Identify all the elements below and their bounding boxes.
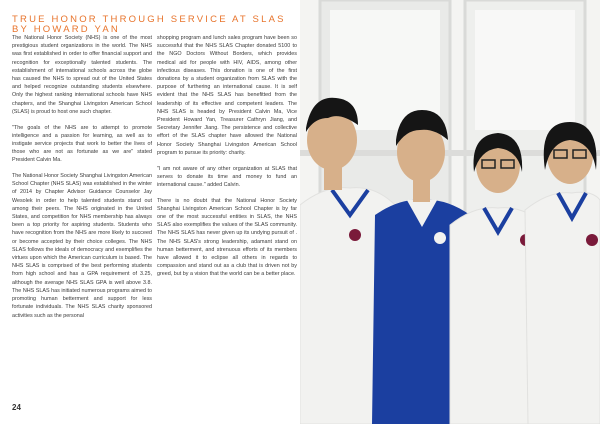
window-pane [475,10,575,130]
text-column-left [12,34,152,327]
text-column-right [157,34,297,286]
title-heading: TRUE HONOR THROUGH SERVICE AT SLAS [12,14,286,25]
paragraph: There is no doubt that the National Honor Society Shanghai Livingston American School Chapter is by far one of the most successful entities in SLAS, the NHS SLAS also exemplifies the values of the SLAS community. The NHS SLAS has never given up its undying pursuit of . The NHS SLAS's strong leadership, adamant stand on human betterment, and strenuous efforts of its members have allowed it to eclipse all others in regards to compassion and stand out as a club that is driven not by greed, but by a vision that the world can be a better place. [157,197,297,278]
paragraph: shopping program and lunch sales program have been so successful that the NHS SLAS Chapter donated 5100 to the NGO Doctors Without Borders, which provides medical aid for people with HIV, AIDS, among other infectious diseases. This donation is one of the first donations by a student organization from SLAS with the purpose of furthering an international cause. It is self evident that the NHS SLAS has benefitted from the leadership of its effective and competent leaders. The NHS SLAS is headed by President Calvin Ma, Vice President Howard Yan, Treasurer Cathryn Jiang, and Secretary Jennifer Jiang. The persistence and collective effort of the SLAS chapter have allowed the National Honor Society Shanghai Livingston American School program to pursue its priority: charity. [157,35,297,156]
paragraph: "The goals of the NHS are to attempt to promote intelligence and a passion for learning, as well as to instigate service projects that work to better the lives of those who are not as fortunate as we are" stated President Calvin Ma. [12,124,152,164]
article-title [12,15,286,35]
paragraph: The National Honor Society Shanghai Livingston American School Chapter (NHS SLAS) was established in the winter of 2014 by Chapter Advisor Guidance Counselor Jay Wesolek in order to help talented students stand out among their peers. The NHS originated in the United States, and competition for NHS membership has always been a top priority for aspiring students. Students who have recognition from the NHS are more likely to succeed or become accepted by their choice colleges. The NHS SLAS follows the ideals of democracy and exemplifies the virtues upon which the American curriculum is based. The NHS SLAS is comprised of the best performing students from high school and has a GPA requirement of 3.25, although the average NHS SLAS GPA is well above 3.8. The NHS SLAS has initiated numerous programs aimed to promoting human betterment and support for less fortunate individuals. The NHS SLAS charity sponsored activities such as the personal [12,173,152,319]
photo-illustration [300,0,600,424]
page-number: 24 [12,403,21,412]
paragraph: "I am not aware of any other organization at SLAS that serves to donate its time and money to fund an international cause." added Calvin. [157,165,297,188]
student-group-photo [300,0,600,424]
paragraph: The National Honor Society (NHS) is one of the most prestigious student organizations in the world. The NHS was first established in order to offer financial support and recognition for exceptionally talented students. The establishment of international schools across the globe has caused the NHS to spread out of the United States and helped recognize outstanding students elsewhere. Only the highest ranking international schools have NHS chapters, and the Shanghai Livingston American School (SLAS) is proud to host one such chapter. [12,35,152,115]
title-byline: BY HOWARD YAN [12,24,120,35]
